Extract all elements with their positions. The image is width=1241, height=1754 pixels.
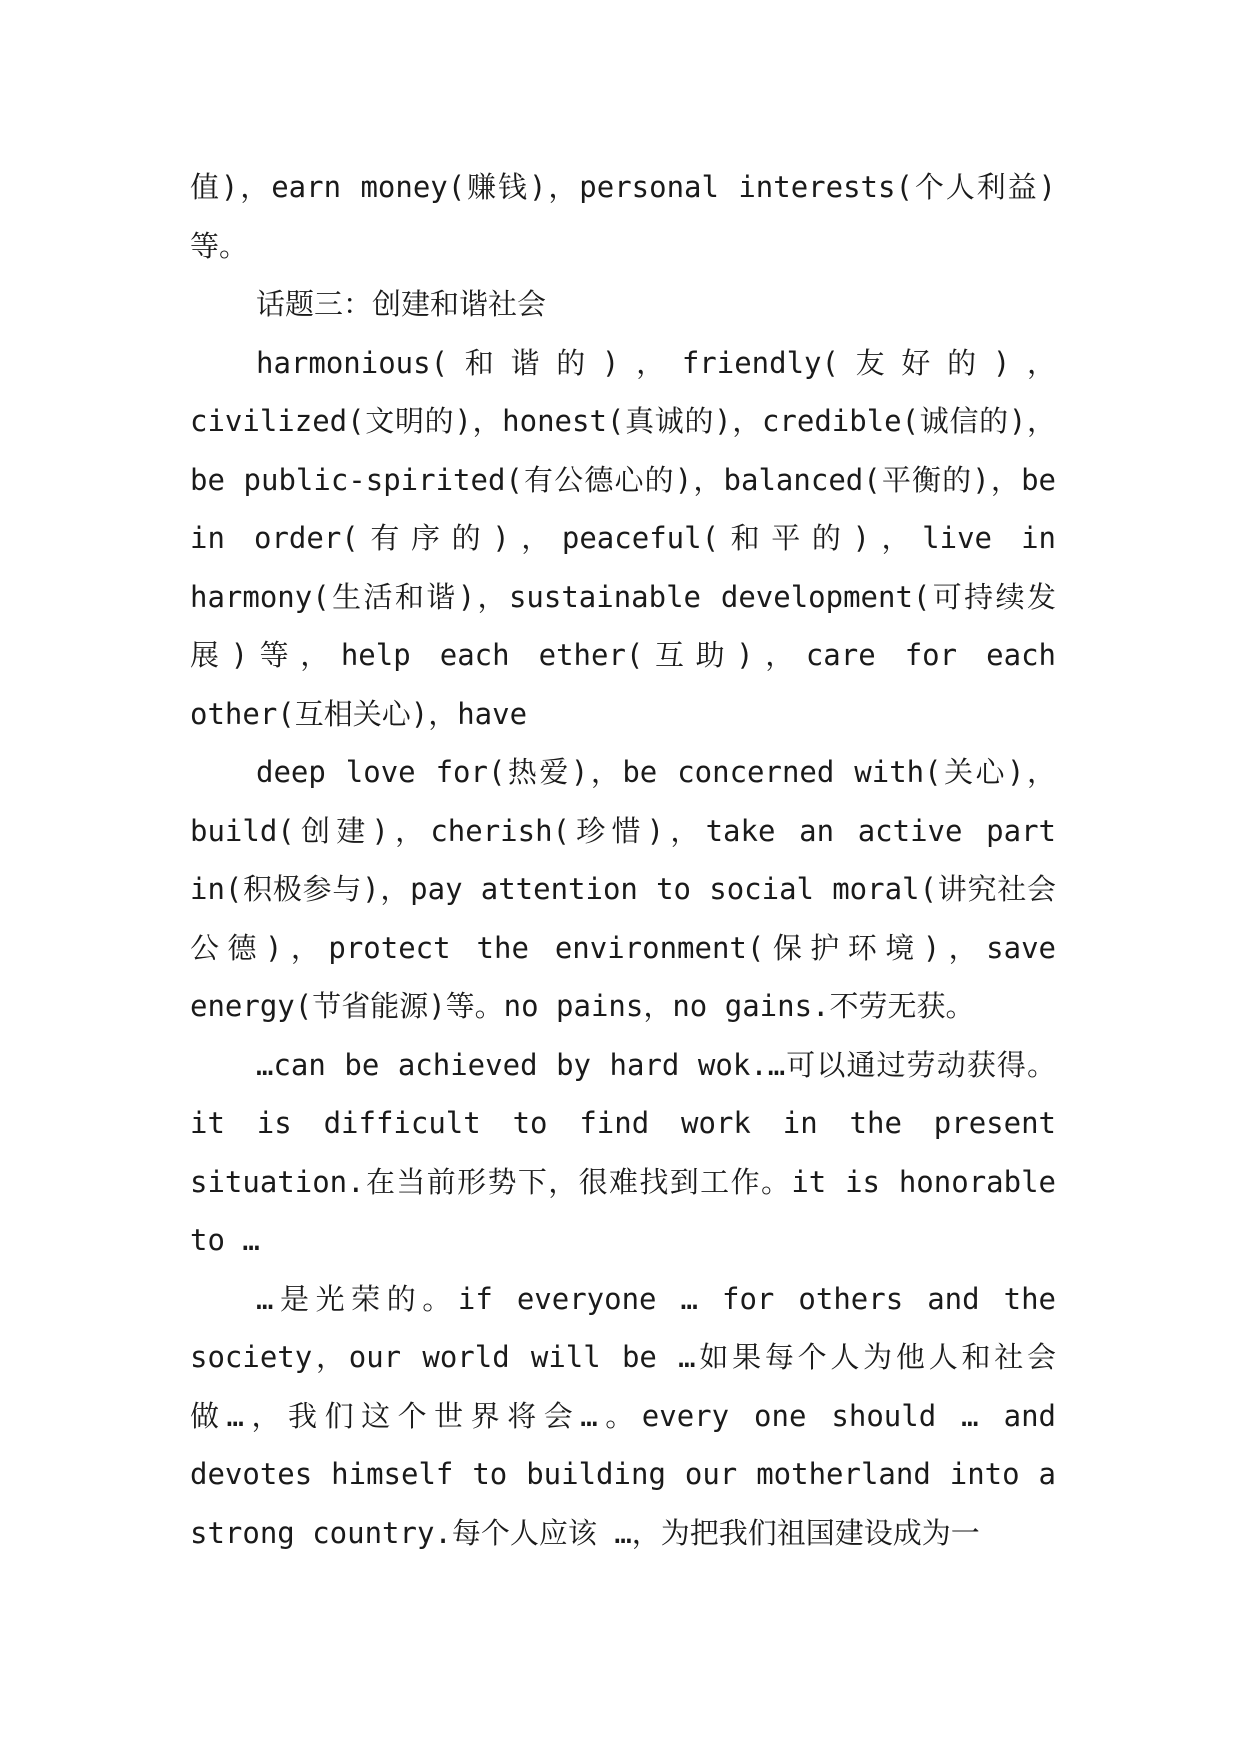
document-body xyxy=(190,158,1056,1562)
paragraph-4: deep love for(热爱)，be concerned with(关心)，build(创建)，cherish(珍惜)，take an active part in(积极参与)，pay attention to social moral(讲究社会公德)，protect the environment(保护环境)，save energy(节省能源)等。no pains，no gains.不劳无获。 xyxy=(190,755,1056,1023)
paragraph-3: harmonious(和谐的)，friendly(友好的)，civilized(文明的)，honest(真诚的)，credible(诚信的)，be public-spirited(有公德心的)，balanced(平衡的)，be in order(有序的)，peaceful(和平的)，live in harmony(生活和谐)，sustainable development(可持续发展)等，help each ether(互助)，care for each other(互相关心)，have xyxy=(190,345,1056,731)
topic-heading: 话题三：创建和谐社会 xyxy=(256,287,547,321)
paragraph-1: 值)，earn money(赚钱)，personal interests(个人利益)等。 xyxy=(190,170,1056,263)
paragraph-5: …can be achieved by hard wok.…可以通过劳动获得。it is difficult to find work in the present situation.在当前形势下，很难找到工作。it is honorable to … xyxy=(190,1047,1056,1257)
paragraph-6: …是光荣的。if everyone … for others and the society，our world will be …如果每个人为他人和社会做…，我们这个世界将会…。every one should … and devotes himself to building our motherland into a strong country.每个人应该 …，为把我们祖国建设成为一 xyxy=(190,1281,1056,1550)
